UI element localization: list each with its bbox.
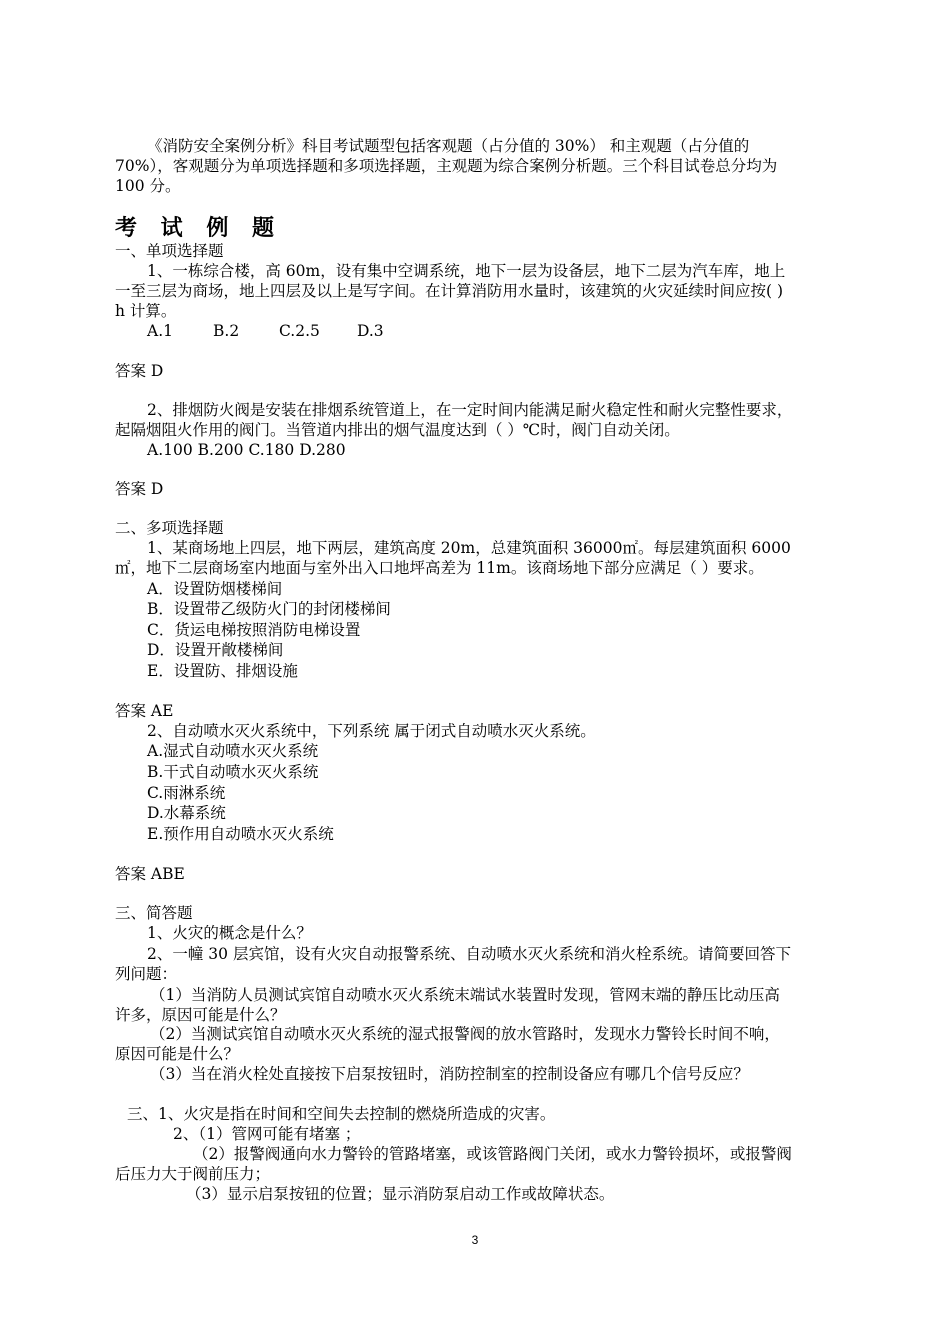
section-title-short-answer: 三、简答题	[115, 904, 193, 922]
page-number: 3	[471, 1233, 479, 1247]
short-q2-line-2: 列问题：	[115, 965, 178, 983]
option-item: A.1	[147, 322, 173, 340]
answer-2-2-line-2: 后压力大于阀前压力；	[115, 1165, 271, 1183]
answer-2-2-line-1: （2）报警阀通向水力警铃的管路堵塞，或该管路阀门关闭，或水力警铃损坏，或报警阀	[193, 1145, 792, 1163]
single-q1-line-2: 一至三层为商场，地上四层及以上是写字间。在计算消防用水量时，该建筑的火灾延续时间应按( )	[115, 282, 784, 300]
multi-q2-option-a: A.湿式自动喷水灭火系统	[147, 742, 319, 760]
short-q1: 1、火灾的概念是什么？	[147, 924, 312, 942]
short-sub1-line-2: 许多，原因可能是什么？	[115, 1006, 286, 1024]
single-q2-line-1: 2、排烟防火阀是安装在排烟系统管道上，在一定时间内能满足耐火稳定性和耐火完整性要求，	[147, 401, 793, 419]
multi-q1-line-1: 1、某商场地上四层，地下两层，建筑高度 20m，总建筑面积 36000㎡。每层建筑面积 6000	[147, 539, 791, 557]
single-q2-options: A.100 B.200 C.180 D.280	[147, 441, 346, 459]
intro-line-1: 《消防安全案例分析》科目考试题型包括客观题（占分值的 30%） 和主观题（占分值的	[147, 137, 750, 155]
multi-q1-answer: 答案 AE	[115, 702, 174, 720]
section-title-single-choice: 一、单项选择题	[115, 242, 224, 260]
single-q2-answer: 答案 D	[115, 480, 164, 498]
short-sub2-line-1: （2）当测试宾馆自动喷水灭火系统的湿式报警阀的放水管路时，发现水力警铃长时间不响，	[150, 1025, 780, 1043]
single-q2-line-2: 起隔烟阻火作用的阀门。当管道内排出的烟气温度达到（ ）℃时，阀门自动关闭。	[115, 421, 680, 439]
answer-2-3: （3）显示启泵按钮的位置；显示消防泵启动工作或故障状态。	[186, 1185, 615, 1203]
multi-q2-option-e: E.预作用自动喷水灭火系统	[147, 825, 334, 843]
multi-q1-option-c: C．货运电梯按照消防电梯设置	[147, 621, 361, 639]
option-item: C.2.5	[279, 322, 320, 340]
single-q1-options	[147, 321, 384, 341]
multi-q2-answer: 答案 ABE	[115, 865, 185, 883]
short-sub2-line-2: 原因可能是什么？	[115, 1045, 240, 1063]
single-q1-answer: 答案 D	[115, 362, 164, 380]
short-sub1-line-1: （1）当消防人员测试宾馆自动喷水灭火系统末端试水装置时发现，管网末端的静压比动压高	[150, 986, 780, 1004]
multi-q1-line-2: ㎡，地下二层商场室内地面与室外出入口地坪高差为 11m。该商场地下部分应满足（ ）要求。	[115, 559, 764, 577]
single-q1-line-3: h 计算。	[115, 302, 177, 320]
option-item: D.3	[357, 322, 384, 340]
answer-1: 三、1、火灾是指在时间和空间失去控制的燃烧所造成的灾害。	[127, 1105, 556, 1123]
option-item: B.2	[213, 322, 240, 340]
multi-q1-option-b: B．设置带乙级防火门的封闭楼梯间	[147, 600, 391, 618]
multi-q1-option-a: A．设置防烟楼梯间	[147, 580, 283, 598]
single-q1-line-1: 1、一栋综合楼，高 60m，设有集中空调系统，地下一层为设备层，地下二层为汽车库，地上	[147, 262, 786, 280]
multi-q2-option-b: B.干式自动喷水灭火系统	[147, 763, 319, 781]
intro-line-2: 70%），客观题分为单项选择题和多项选择题，主观题为综合案例分析题。三个科目试卷总分均为	[115, 157, 778, 175]
multi-q2-stem: 2、自动喷水灭火系统中，下列系统 属于闭式自动喷水灭火系统。	[147, 722, 596, 740]
multi-q1-option-d: D．设置开敞楼梯间	[147, 641, 284, 659]
short-sub3: （3）当在消火栓处直接按下启泵按钮时，消防控制室的控制设备应有哪几个信号反应？	[150, 1065, 749, 1083]
page-heading: 考 试 例 题	[115, 215, 282, 241]
short-q2-line-1: 2、一幢 30 层宾馆，设有火灾自动报警系统、自动喷水灭火系统和消火栓系统。请简要回答下	[147, 945, 791, 963]
multi-q2-option-c: C.雨淋系统	[147, 784, 226, 802]
intro-line-3: 100 分。	[115, 177, 181, 195]
answer-2-1: 2、（1）管网可能有堵塞 ；	[173, 1125, 361, 1143]
section-title-multi-choice: 二、多项选择题	[115, 519, 224, 537]
multi-q2-option-d: D.水幕系统	[147, 804, 226, 822]
multi-q1-option-e: E．设置防、排烟设施	[147, 662, 298, 680]
